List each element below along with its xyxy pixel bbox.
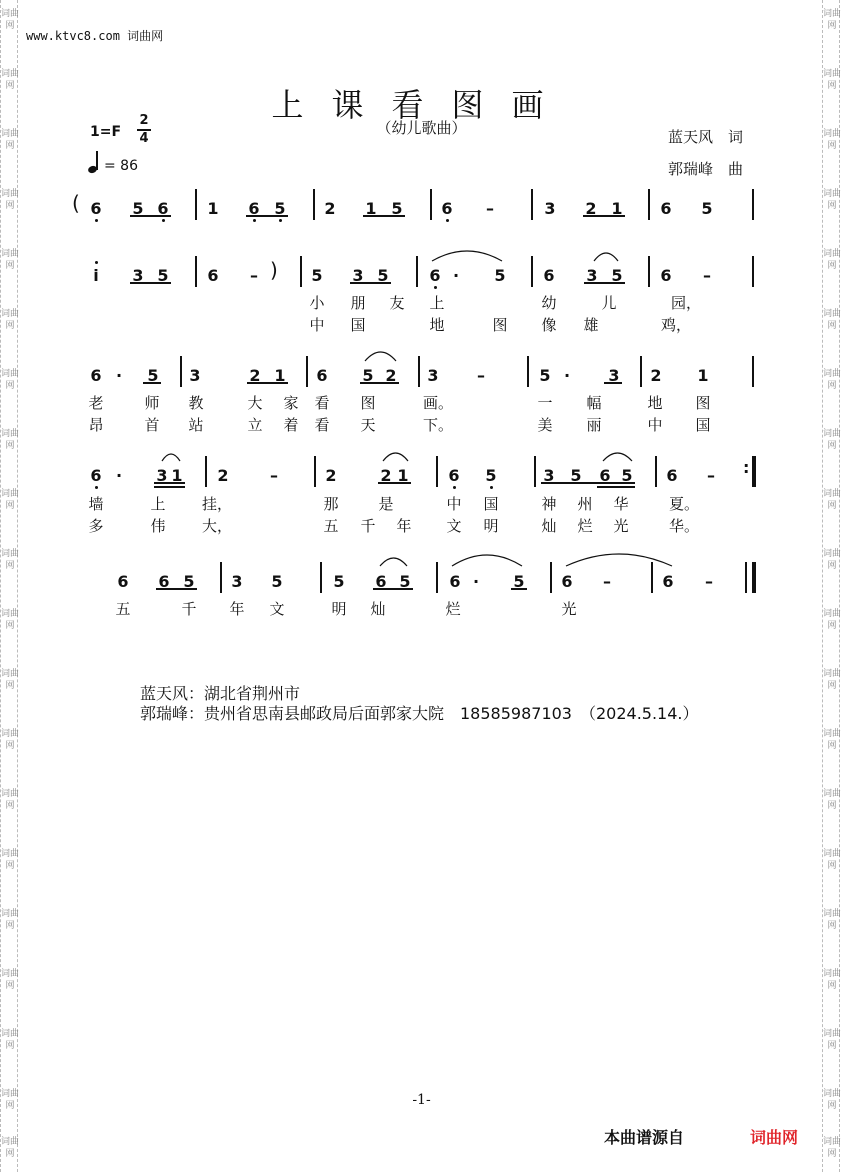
- note-symbol: 6: [90, 366, 102, 385]
- note-symbol: –: [270, 466, 278, 485]
- note-symbol: 3: [608, 366, 620, 385]
- lyric-char: 千: [360, 517, 376, 535]
- slur-arc: [594, 253, 618, 261]
- lyric-char: 年: [396, 517, 412, 535]
- lyric-char: 图: [695, 394, 711, 412]
- margin-watermark: 词曲网: [1, 489, 20, 511]
- lyric-char: 上: [150, 495, 166, 513]
- margin-watermark: 词曲网: [823, 969, 842, 991]
- lyric-char: 老: [88, 394, 104, 412]
- opening-paren: (: [72, 191, 80, 215]
- lyric-char: 明: [331, 600, 347, 618]
- lyricist-credit: 蓝天风 词: [668, 128, 744, 146]
- note-symbol: 5: [701, 199, 713, 218]
- note-symbol: 5: [570, 466, 582, 485]
- lyric-char: 天: [360, 416, 376, 434]
- lyric-char: 昂: [88, 416, 104, 434]
- margin-watermark: 词曲网: [1, 249, 20, 271]
- note-symbol: 2: [325, 466, 337, 485]
- note-symbol: 6: [666, 466, 678, 485]
- lyric-char: 图: [360, 394, 376, 412]
- lyric-char: 多: [88, 517, 104, 535]
- note-symbol: 5: [274, 199, 286, 218]
- note-symbol: 6: [248, 199, 260, 218]
- note-symbol: 2: [249, 366, 261, 385]
- lyric-char: 园，: [671, 294, 702, 312]
- note-symbol: 6: [90, 199, 102, 218]
- note-symbol: 6: [207, 266, 219, 285]
- key-signature: 1=F: [90, 124, 122, 140]
- note-symbol: ·: [115, 366, 123, 385]
- note-symbol: 3: [427, 366, 439, 385]
- composer-address: 郭瑞峰：贵州省思南县邮政局后面郭家大院 18585987103 （2024.5.14.）: [140, 704, 699, 723]
- lyric-char: 那: [323, 495, 339, 513]
- lyric-char: 夏。: [669, 495, 700, 513]
- note-symbol: –: [477, 366, 485, 385]
- note-symbol: 5: [157, 266, 169, 285]
- margin-watermark: 词曲网: [823, 69, 842, 91]
- note-symbol: 6: [662, 572, 674, 591]
- lyric-char: 中: [446, 495, 462, 513]
- note-symbol: 5: [271, 572, 283, 591]
- lyric-char: 国: [483, 495, 499, 513]
- note-symbol: 6: [441, 199, 453, 218]
- note-symbol: –: [250, 266, 258, 285]
- source-label: 本曲谱源自: [604, 1128, 685, 1147]
- lyric-char: 幼: [541, 294, 557, 312]
- margin-watermark: 词曲网: [1, 669, 20, 691]
- lyric-char: 伟: [150, 517, 166, 535]
- slur-arc: [162, 454, 180, 461]
- lyric-char: 朋: [350, 294, 366, 312]
- repeat-dots: :: [743, 458, 750, 477]
- note-symbol: 2: [650, 366, 662, 385]
- note-symbol: 5: [621, 466, 633, 485]
- note-symbol: 1: [207, 199, 219, 218]
- note-symbol: 2: [380, 466, 392, 485]
- lyric-char: 年: [229, 600, 245, 618]
- lyric-char: 文: [446, 517, 462, 535]
- note-symbol: 3: [189, 366, 201, 385]
- lyric-char: 光: [561, 600, 577, 618]
- note-symbol: 5: [183, 572, 195, 591]
- note-symbol: ·: [115, 466, 123, 485]
- lyric-char: 立: [247, 416, 263, 434]
- margin-watermark: 词曲网: [823, 909, 842, 931]
- note-symbol: 1: [171, 466, 183, 485]
- margin-watermark: 词曲网: [1, 969, 20, 991]
- margin-watermark: 词曲网: [1, 1029, 20, 1051]
- margin-watermark: 词曲网: [823, 549, 842, 571]
- margin-watermark: 词曲网: [1, 69, 20, 91]
- lyric-char: 着: [283, 416, 299, 434]
- note-symbol: 3: [132, 266, 144, 285]
- lyric-char: 是: [378, 495, 394, 513]
- lyric-char: 友: [389, 294, 405, 312]
- note-symbol: 5: [147, 366, 159, 385]
- margin-watermark: 词曲网: [1, 9, 20, 31]
- slur-arc: [383, 453, 408, 461]
- slur-arc: [432, 251, 502, 261]
- page-number: -1-: [412, 1092, 431, 1108]
- note-symbol: 3: [543, 466, 555, 485]
- margin-watermark: 词曲网: [823, 849, 842, 871]
- margin-watermark: 词曲网: [1, 849, 20, 871]
- note-symbol: 6: [158, 572, 170, 591]
- margin-watermark: 词曲网: [823, 789, 842, 811]
- site-url[interactable]: www.ktvc8.com 词曲网: [26, 29, 164, 43]
- note-symbol: 5: [485, 466, 497, 485]
- note-symbol: 5: [311, 266, 323, 285]
- lyric-char: 丽: [586, 416, 602, 434]
- note-symbol: 5: [494, 266, 506, 285]
- lyric-char: 一: [537, 394, 553, 412]
- note-symbol: 2: [385, 366, 397, 385]
- note-symbol: 1: [397, 466, 409, 485]
- margin-watermark: 词曲网: [1, 309, 20, 331]
- lyric-char: 看: [314, 416, 330, 434]
- lyric-char: 光: [613, 517, 629, 535]
- note-symbol: 5: [391, 199, 403, 218]
- lyric-char: 烂: [445, 600, 461, 618]
- lyric-char: 五: [115, 600, 131, 618]
- margin-watermark: 词曲网: [1, 429, 20, 451]
- lyric-char: 中: [647, 416, 663, 434]
- note-symbol: 5: [513, 572, 525, 591]
- margin-watermark: 词曲网: [1, 909, 20, 931]
- lyric-char: 华: [613, 495, 629, 513]
- note-symbol: 6: [449, 572, 461, 591]
- note-symbol: 1: [697, 366, 709, 385]
- note-symbol: 3: [586, 266, 598, 285]
- lyric-char: 国: [695, 416, 711, 434]
- margin-watermark: 词曲网: [823, 429, 842, 451]
- lyric-char: 上: [429, 294, 445, 312]
- lyric-char: 大，: [202, 517, 233, 535]
- note-symbol: 6: [599, 466, 611, 485]
- slur-arc: [365, 352, 396, 361]
- lyric-char: 大: [247, 394, 263, 412]
- note-symbol: 5: [362, 366, 374, 385]
- note-symbol: i: [93, 266, 99, 285]
- slur-arc: [452, 555, 522, 566]
- lyric-char: 地: [647, 394, 663, 412]
- note-symbol: 2: [585, 199, 597, 218]
- lyric-char: 画。: [423, 394, 454, 412]
- note-symbol: –: [603, 572, 611, 591]
- note-symbol: 6: [90, 466, 102, 485]
- margin-watermark: 词曲网: [823, 249, 842, 271]
- lyric-char: 小: [309, 294, 325, 312]
- lyric-char: 地: [429, 316, 445, 334]
- note-symbol: 1: [611, 199, 623, 218]
- margin-watermark: 词曲网: [823, 669, 842, 691]
- note-symbol: 3: [352, 266, 364, 285]
- note-symbol: 6: [117, 572, 129, 591]
- time-signature-bottom: 4: [139, 131, 149, 146]
- source-brand-link[interactable]: 词曲网: [750, 1128, 799, 1147]
- note-symbol: 3: [544, 199, 556, 218]
- note-symbol: 5: [132, 199, 144, 218]
- note-symbol: 5: [611, 266, 623, 285]
- margin-watermark: 词曲网: [1, 1137, 20, 1159]
- margin-watermark: 词曲网: [823, 189, 842, 211]
- note-symbol: 6: [660, 266, 672, 285]
- margin-watermark: 词曲网: [1, 789, 20, 811]
- margin-watermark: 词曲网: [823, 1137, 842, 1159]
- note-symbol: 3: [231, 572, 243, 591]
- note-symbol: 2: [324, 199, 336, 218]
- lyric-char: 站: [188, 416, 204, 434]
- note-symbol: –: [705, 572, 713, 591]
- margin-watermark: 词曲网: [823, 729, 842, 751]
- tempo-marking: = 86: [104, 158, 138, 174]
- note-symbol: 6: [429, 266, 441, 285]
- lyric-char: 国: [350, 316, 366, 334]
- lyric-char: 图: [492, 316, 508, 334]
- lyric-char: 看: [314, 394, 330, 412]
- composer-credit: 郭瑞峰 曲: [668, 160, 744, 178]
- lyric-char: 文: [269, 600, 285, 618]
- lyric-char: 灿: [541, 517, 557, 535]
- lyric-char: 烂: [577, 517, 593, 535]
- song-title: 上课看图画: [271, 86, 572, 124]
- lyric-char: 挂，: [202, 495, 233, 513]
- margin-watermark: 词曲网: [823, 489, 842, 511]
- note-symbol: 6: [543, 266, 555, 285]
- lyric-char: 神: [541, 495, 557, 513]
- note-symbol: 5: [333, 572, 345, 591]
- margin-watermark: 词曲网: [823, 369, 842, 391]
- note-symbol: 1: [274, 366, 286, 385]
- margin-watermark: 词曲网: [1, 549, 20, 571]
- note-symbol: ·: [452, 266, 460, 285]
- lyric-char: 华。: [669, 517, 700, 535]
- lyric-char: 下。: [423, 416, 454, 434]
- note-symbol: 1: [365, 199, 377, 218]
- margin-watermark: 词曲网: [1, 369, 20, 391]
- lyric-char: 像: [541, 316, 557, 334]
- time-signature-top: 2: [139, 113, 149, 128]
- note-symbol: 5: [399, 572, 411, 591]
- lyric-char: 中: [309, 316, 325, 334]
- slur-arc: [603, 453, 632, 461]
- note-symbol: 3: [156, 466, 168, 485]
- lyric-char: 墙: [88, 495, 104, 513]
- lyricist-address: 蓝天风：湖北省荆州市: [140, 684, 301, 703]
- note-symbol: –: [707, 466, 715, 485]
- lyric-char: 雄: [583, 316, 599, 334]
- closing-paren: ): [270, 258, 278, 282]
- margin-watermark: 词曲网: [1, 189, 20, 211]
- margin-watermark: 词曲网: [823, 609, 842, 631]
- note-symbol: ·: [563, 366, 571, 385]
- margin-watermark: 词曲网: [823, 1029, 842, 1051]
- lyric-char: 州: [577, 495, 593, 513]
- slur-arc: [566, 554, 672, 566]
- lyric-char: 教: [188, 394, 204, 412]
- song-subtitle: （幼儿歌曲）: [376, 119, 467, 137]
- margin-watermark: 词曲网: [1, 129, 20, 151]
- note-symbol: 5: [377, 266, 389, 285]
- note-symbol: 6: [660, 199, 672, 218]
- margin-watermark: 词曲网: [823, 9, 842, 31]
- note-symbol: 5: [539, 366, 551, 385]
- note-symbol: 6: [316, 366, 328, 385]
- margin-watermark: 词曲网: [1, 1089, 20, 1111]
- lyric-char: 明: [483, 517, 499, 535]
- margin-watermark: 词曲网: [1, 729, 20, 751]
- margin-watermark: 词曲网: [823, 309, 842, 331]
- margin-watermark: 词曲网: [823, 1089, 842, 1111]
- note-symbol: 6: [157, 199, 169, 218]
- lyric-char: 灿: [370, 600, 386, 618]
- note-symbol: ·: [472, 572, 480, 591]
- note-symbol: 6: [375, 572, 387, 591]
- lyric-char: 儿: [601, 294, 617, 312]
- slur-arc: [380, 558, 407, 566]
- margin-watermark: 词曲网: [823, 129, 842, 151]
- note-symbol: 6: [561, 572, 573, 591]
- lyric-char: 千: [181, 600, 197, 618]
- lyric-char: 鸡，: [661, 316, 692, 334]
- lyric-char: 家: [283, 394, 299, 412]
- lyric-char: 五: [323, 517, 339, 535]
- lyric-char: 幅: [586, 394, 602, 412]
- note-symbol: –: [703, 266, 711, 285]
- lyric-char: 师: [144, 394, 160, 412]
- lyric-char: 美: [537, 416, 553, 434]
- note-symbol: 2: [217, 466, 229, 485]
- lyric-char: 首: [144, 416, 160, 434]
- margin-watermark: 词曲网: [1, 609, 20, 631]
- note-symbol: –: [486, 199, 494, 218]
- note-symbol: 6: [448, 466, 460, 485]
